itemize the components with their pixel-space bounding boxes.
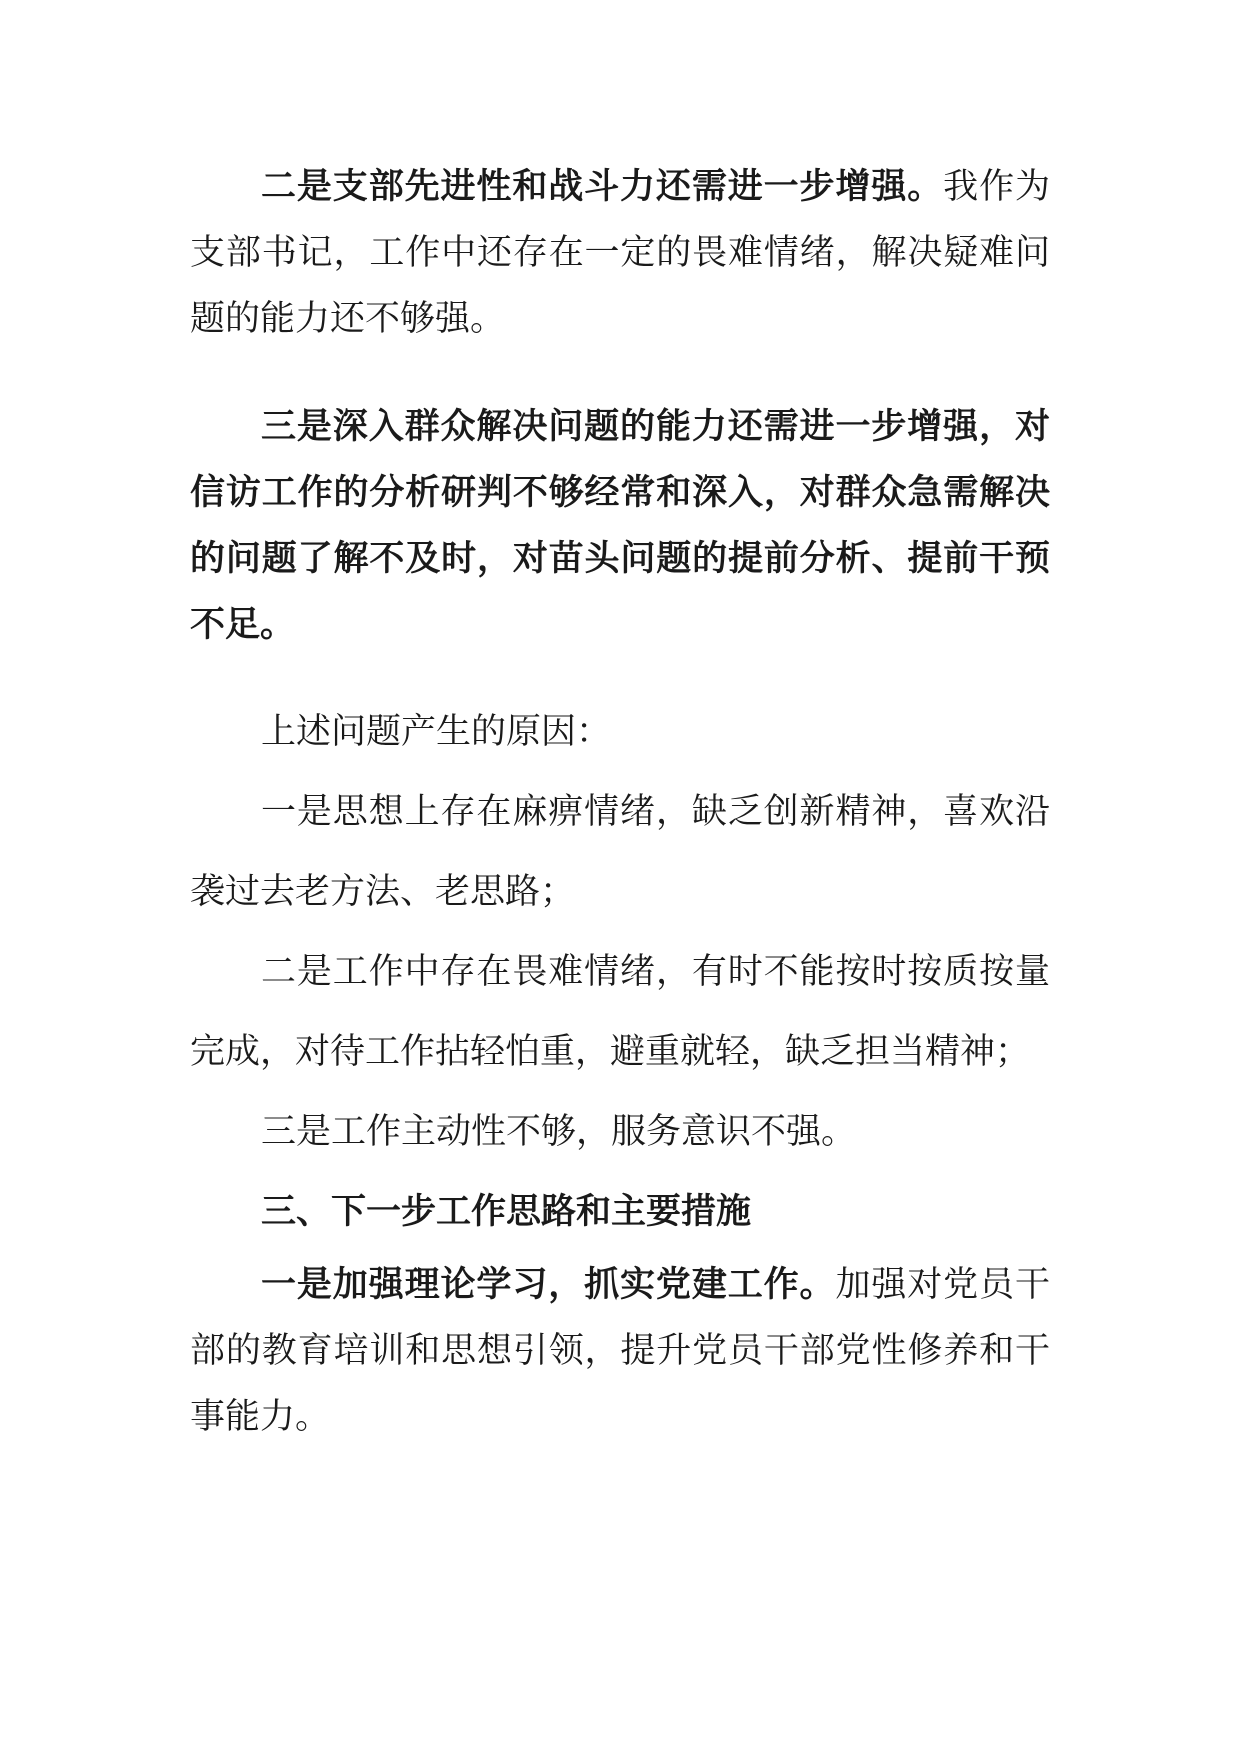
paragraph-measure-one	[190, 1252, 1050, 1450]
paragraph-lead: 二是支部先进性和战斗力还需进一步增强。	[261, 167, 944, 207]
paragraph-cause-two: 二是工作中存在畏难情绪，有时不能按时按质按量完成，对待工作拈轻怕重，避重就轻，缺乏担当精神；	[190, 952, 1050, 1072]
section-heading: 三、下一步工作思路和主要措施	[261, 1192, 752, 1232]
paragraph-masses-issues: 三是深入群众解决问题的能力还需进一步增强，对信访工作的分析研判不够经常和深入，对群众急需解决的问题了解不及时，对苗头问题的提前分析、提前干预不足。	[190, 407, 1050, 645]
paragraph-cause-three: 三是工作主动性不够，服务意识不强。	[261, 1112, 857, 1152]
paragraph-causes-intro: 上述问题产生的原因：	[261, 712, 612, 752]
paragraph-text: 加强对党员干部的教育培训和思想引领，提升党员干部党性修养和干事能力。	[190, 1265, 1050, 1437]
paragraph-branch-strength	[190, 154, 1050, 352]
paragraph-lead: 一是加强理论学习，抓实党建工作。	[261, 1265, 836, 1305]
document-body	[190, 154, 1050, 1450]
paragraph-cause-one: 一是思想上存在麻痹情绪，缺乏创新精神，喜欢沿袭过去老方法、老思路；	[190, 792, 1050, 912]
paragraph-text: 我作为支部书记，工作中还存在一定的畏难情绪，解决疑难问题的能力还不够强。	[190, 167, 1050, 339]
